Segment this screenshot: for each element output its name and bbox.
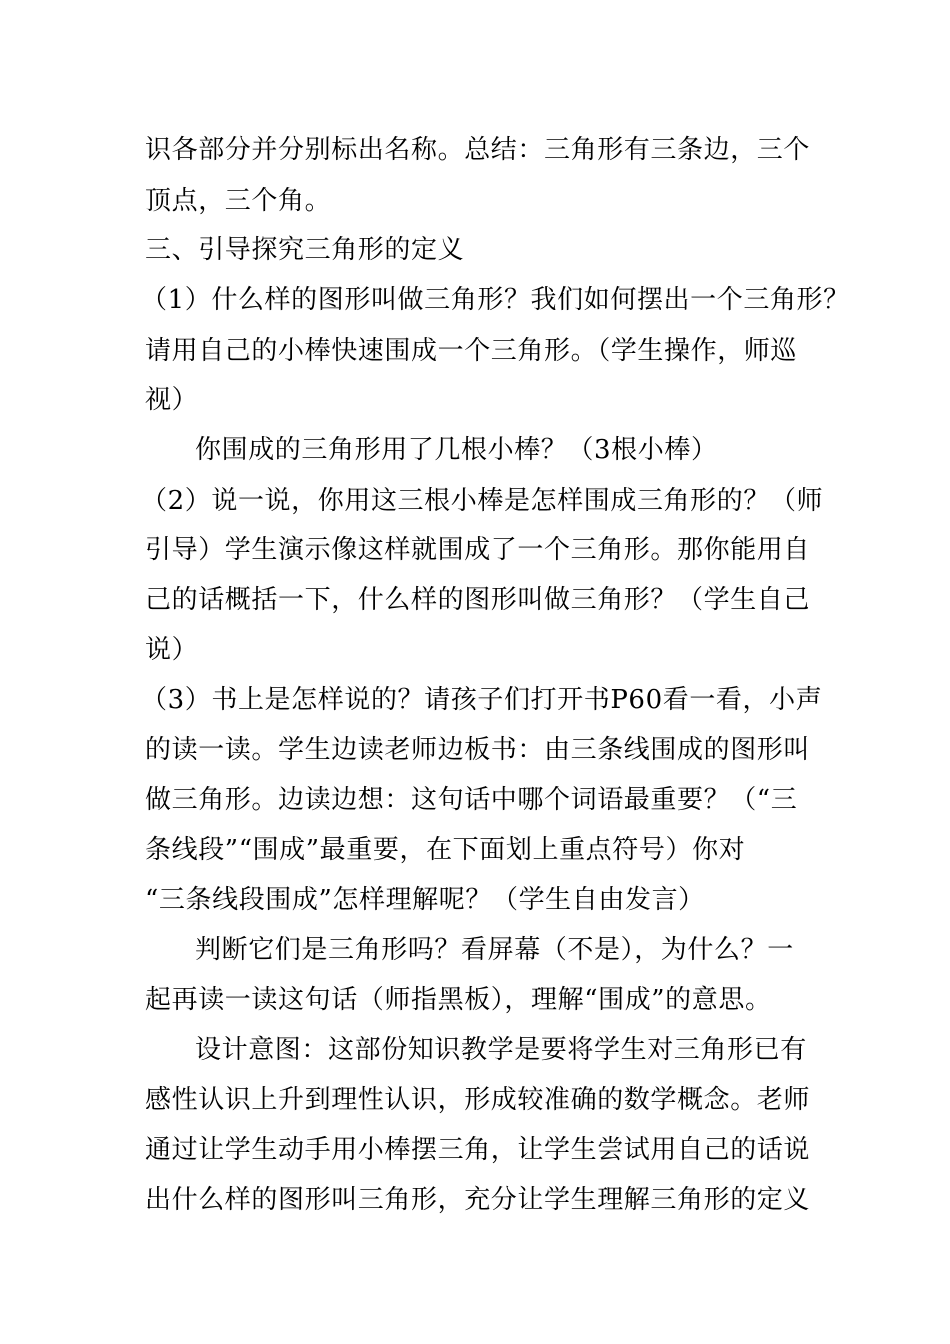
- text-line-17: 判断它们是三角形吗？看屏幕（不是），为什么？一: [195, 935, 794, 965]
- text-line-8: （2）说一说，你用这三根小棒是怎样围成三角形的？（师: [141, 486, 824, 516]
- text-line-10: 己的话概括一下，什么样的图形叫做三角形？（学生自己: [145, 585, 811, 615]
- text-line-15: 条线段”“围成”最重要，在下面划上重点符号）你对: [145, 835, 746, 865]
- text-line-12: （3）书上是怎样说的？请孩子们打开书P60看一看，小声: [141, 685, 823, 715]
- text-line-5: 请用自己的小棒快速围成一个三角形。（学生操作，师巡: [145, 336, 798, 366]
- text-line-21: 通过让学生动手用小棒摆三角，让学生尝试用自己的话说: [145, 1135, 811, 1165]
- text-line-1: 识各部分并分别标出名称。总结：三角形有三条边，三个: [145, 135, 811, 165]
- text-line-6: 视）: [145, 385, 199, 415]
- section-heading: 三、引导探究三角形的定义: [145, 235, 465, 265]
- text-line-2: 顶点，三个角。: [145, 186, 332, 216]
- text-line-16: “三条线段围成”怎样理解呢？（学生自由发言）: [145, 885, 705, 915]
- text-line-9: 引导）学生演示像这样就围成了一个三角形。那你能用自: [145, 535, 811, 565]
- text-line-13: 的读一读。学生边读老师边板书：由三条线围成的图形叫: [145, 735, 811, 765]
- text-line-20: 感性认识上升到理性认识，形成较准确的数学概念。老师: [145, 1085, 811, 1115]
- text-line-14: 做三角形。边读边想：这句话中哪个词语最重要？（“三: [145, 785, 798, 815]
- text-line-7: 你围成的三角形用了几根小棒？（3根小棒）: [195, 435, 718, 465]
- text-line-19: 设计意图：这部份知识教学是要将学生对三角形已有: [195, 1035, 807, 1065]
- text-line-22: 出什么样的图形叫三角形，充分让学生理解三角形的定义: [145, 1185, 811, 1215]
- text-line-4: （1）什么样的图形叫做三角形？我们如何摆出一个三角形？: [141, 285, 850, 315]
- text-line-11: 说）: [145, 635, 199, 665]
- text-line-18: 起再读一读这句话（师指黑板），理解“围成”的意思。: [145, 985, 772, 1015]
